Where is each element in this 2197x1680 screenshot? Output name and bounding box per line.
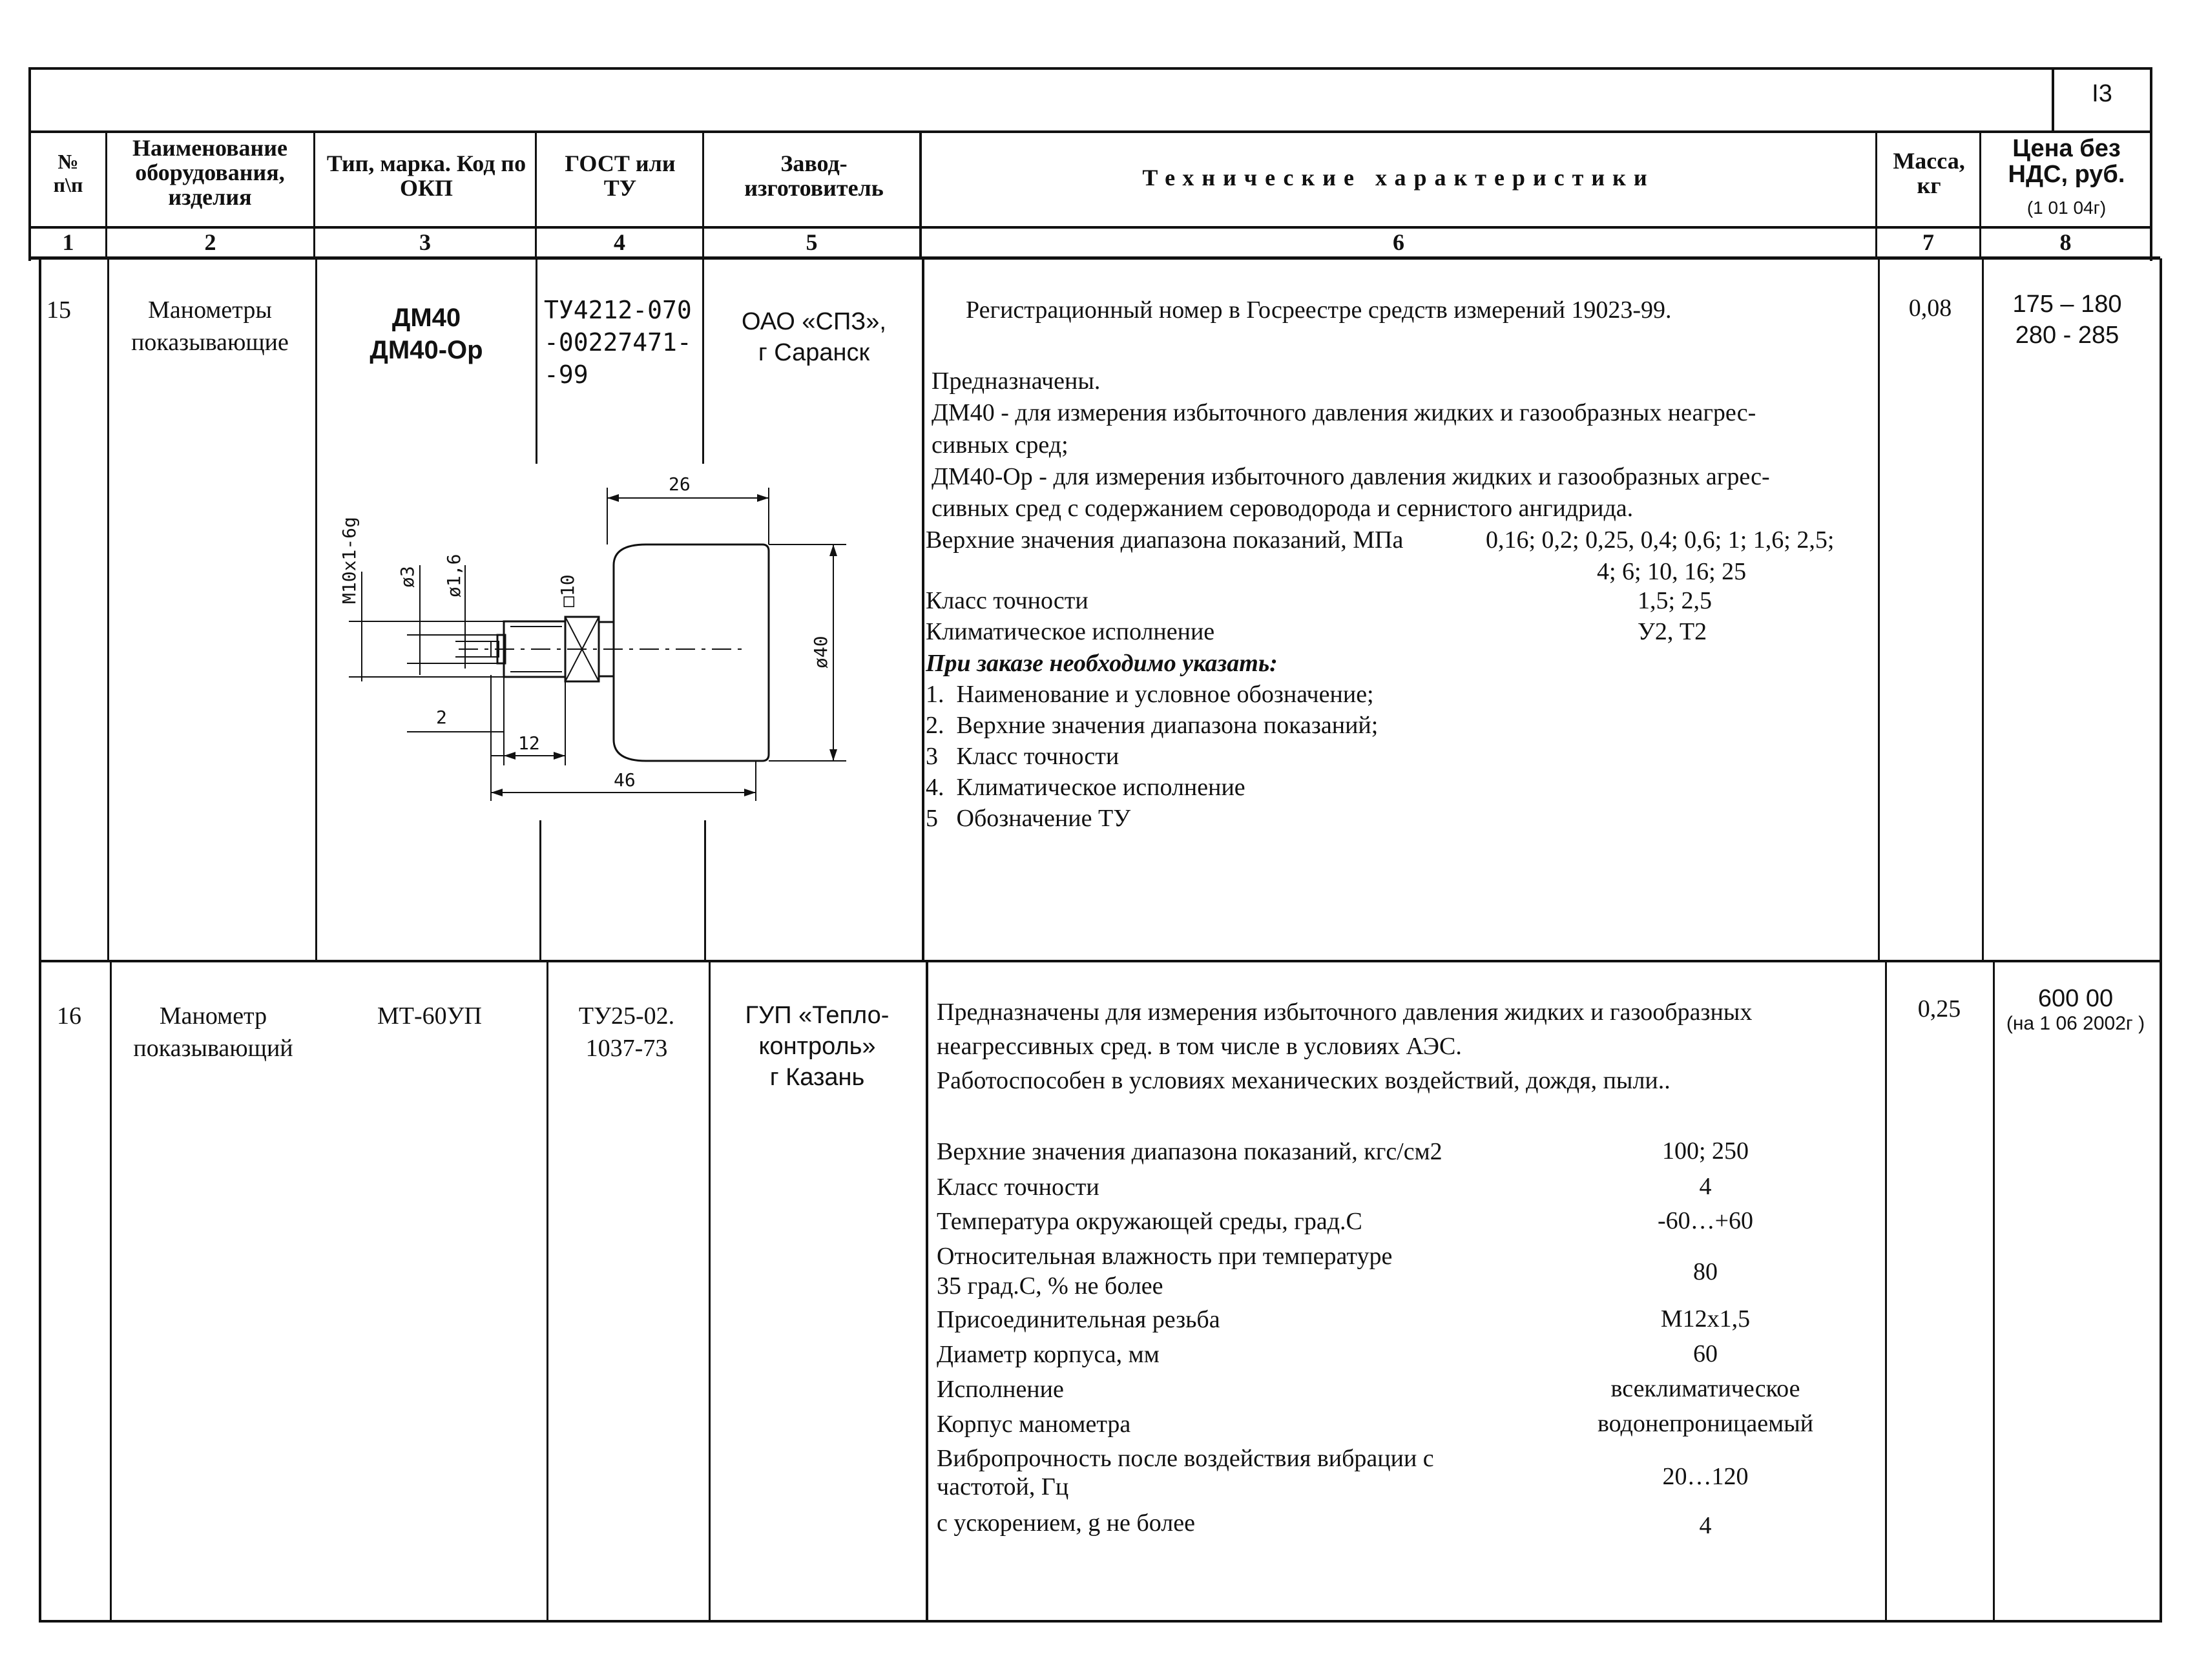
row16-spec-value-4: М12х1,5: [1660, 1305, 1751, 1333]
row16-name-2: показывающий: [133, 1035, 293, 1062]
row16-spec-label-0: Верхние значения диапазона показаний, кгс/см2: [937, 1138, 1442, 1165]
dim-d3: ø3: [397, 566, 418, 588]
row16-num: 16: [57, 1002, 81, 1030]
colnum-4: 4: [614, 229, 625, 255]
row15-order-title: При заказе необходимо указать:: [926, 650, 1278, 677]
row16-maker-1: ГУП «Тепло-: [745, 1002, 890, 1029]
gauge-body-outline: [614, 544, 769, 761]
row16-price-1: 600 00: [2037, 985, 2114, 1012]
row15-name: Манометры показывающие: [131, 296, 289, 356]
colnum-3: 3: [419, 229, 431, 255]
row16-spec-label-6: Исполнение: [937, 1376, 1064, 1403]
row16-spec-value-0: 100; 250: [1661, 1137, 1749, 1165]
row16-maker: [714, 1000, 921, 1093]
dim-12: 12: [518, 732, 540, 754]
header-maker: Завод-изготовитель: [744, 150, 884, 201]
row16-type: МТ-60УП: [377, 1002, 482, 1030]
row15-order-1: 1. Наименование и условное обозначение;: [926, 681, 1374, 708]
row16-price: [1995, 984, 2156, 1035]
row16-spec-label-1: Класс точности: [937, 1174, 1099, 1201]
dim-26: 26: [669, 473, 691, 495]
header-specs: Технические характеристики: [1142, 165, 1655, 191]
row16-spec-value-3: 80: [1693, 1258, 1718, 1285]
row15-p2b: сивных сред с содержанием сероводорода и сернистого ангидрида.: [932, 495, 1634, 522]
row15-range-val-1: 0,16; 0,2; 0,25, 0,4; 0,6; 1; 1,6; 2,5;: [1486, 526, 1835, 554]
header-mass: Масса, кг: [1893, 148, 1965, 198]
colnum-7: 7: [1922, 229, 1934, 255]
header-price: Цена без НДС, руб.: [2008, 135, 2125, 188]
row15-gost: [544, 294, 692, 391]
row15-purpose: Предназначены.: [932, 368, 1101, 395]
dim-d16: ø1,6: [443, 554, 464, 597]
row16-gost-1: ТУ25-02.: [578, 1002, 675, 1030]
row15-p1b: сивных сред;: [932, 431, 1068, 459]
row16-desc-1: Предназначены для измерения избыточного давления жидких и газообразных: [937, 999, 1753, 1026]
row15-acc-label: Класс точности: [926, 587, 1088, 614]
row15-reg: Регистрационный номер в Госреестре средств измерений 19023-99.: [966, 296, 1672, 324]
row16-desc-2: неагрессивных сред. в том числе в условиях АЭС.: [937, 1033, 1462, 1060]
row15-gost-3: -99: [544, 360, 588, 389]
row16-spec-label-2: Температура окружающей среды, град.С: [937, 1208, 1362, 1235]
row16-spec-label-8b: частотой, Гц: [937, 1473, 1069, 1500]
row15-range-label: Верхние значения диапазона показаний, МПа: [926, 526, 1404, 554]
row16-maker-2: контроль»: [758, 1033, 876, 1060]
row15-p2a: ДМ40-Ор - для измерения избыточного давления жидких и газообразных агрес-: [932, 463, 1770, 490]
row15-order-5: 5 Обозначение ТУ: [926, 805, 1131, 832]
row15-maker-1: ОАО «СПЗ»,: [742, 308, 886, 335]
header-gost: ГОСТ или ТУ: [565, 150, 676, 201]
row16-spec-value-5: 60: [1693, 1340, 1718, 1367]
colnum-1: 1: [62, 229, 74, 255]
row15-gost-1: ТУ4212-070: [544, 296, 692, 324]
row15-type-1: ДМ40: [391, 304, 461, 332]
dim-square-10: □10: [557, 574, 578, 607]
row16-price-2: (на 1 06 2002г ): [2006, 1013, 2145, 1034]
row16-spec-label-3: Относительная влажность при температуре: [937, 1243, 1393, 1270]
header-price-date: (1 01 04г): [2026, 198, 2107, 218]
row15-clim-val: У2, Т2: [1638, 618, 1707, 645]
colnum-2: 2: [204, 229, 216, 255]
row15-maker: [711, 306, 917, 368]
row16-spec-label-5: Диаметр корпуса, мм: [937, 1341, 1160, 1368]
row16-spec-value-1: 4: [1699, 1173, 1712, 1200]
row16-gost: [549, 1000, 704, 1064]
row16-spec-value-2: -60…+60: [1657, 1207, 1754, 1234]
row15-range-val-2: 4; 6; 10, 16; 25: [1597, 558, 1747, 585]
row15-order-4: 4. Климатическое исполнение: [926, 774, 1245, 801]
row16-maker-3: г Казань: [769, 1064, 865, 1091]
row16-spec-label-7: Корпус манометра: [937, 1411, 1131, 1438]
row16-gost-2: 1037-73: [585, 1035, 668, 1062]
row16-spec-value-9: 4: [1699, 1512, 1712, 1539]
page-number: I3: [2092, 80, 2112, 107]
row16-name-1: Манометр: [159, 1002, 267, 1030]
dim-thread: M10x1-6g: [338, 517, 360, 604]
row15-order-3: 3 Класс точности: [926, 743, 1119, 770]
header-name: Наименование оборудования, изделия: [132, 135, 287, 210]
row15-price-2: 280 - 285: [2015, 322, 2119, 349]
row16-mass: 0,25: [1917, 995, 1961, 1022]
header-num: № п\п: [53, 150, 83, 196]
row15-mass: 0,08: [1908, 295, 1952, 322]
dim-2: 2: [436, 707, 447, 728]
colnum-8: 8: [2059, 229, 2072, 255]
row15-price: [1983, 289, 2151, 351]
gauge-dimension-drawing: [310, 462, 872, 824]
row16-spec-label-8: Вибропрочность после воздействия вибрации с: [937, 1445, 1434, 1472]
row15-price-1: 175 – 180: [2012, 291, 2122, 318]
colnum-6: 6: [1393, 229, 1404, 255]
row16-spec-value-6: всеклиматическое: [1610, 1375, 1800, 1402]
colnum-5: 5: [806, 229, 818, 255]
row16-spec-label-3b: 35 град.С, % не более: [937, 1272, 1163, 1300]
row16-name: [116, 1000, 310, 1064]
row16-spec-label-4: Присоединительная резьба: [937, 1306, 1220, 1333]
row15-p1a: ДМ40 - для измерения избыточного давления жидких и газообразных неагрес-: [932, 399, 1756, 426]
row15-acc-val: 1,5; 2,5: [1638, 587, 1713, 614]
row15-gost-2: -00227471-: [544, 328, 692, 357]
row16-spec-label-9: с ускорением, g не более: [937, 1509, 1195, 1537]
header-type: Тип, марка. Код по ОКП: [326, 150, 526, 201]
row16-spec-value-8: 20…120: [1662, 1463, 1749, 1490]
row15-clim-label: Климатическое исполнение: [926, 618, 1215, 645]
row15-maker-2: г Саранск: [758, 339, 870, 366]
row15-num: 15: [47, 296, 71, 324]
dim-46: 46: [614, 769, 636, 791]
dim-40: ø40: [810, 636, 831, 669]
row15-order-2: 2. Верхние значения диапазона показаний;: [926, 712, 1379, 739]
row16-spec-value-7: водонепроницаемый: [1597, 1410, 1814, 1437]
row16-desc-3: Работоспособен в условиях механических воздействий, дождя, пыли..: [937, 1067, 1671, 1094]
row15-type-2: ДМ40-Ор: [370, 336, 483, 364]
